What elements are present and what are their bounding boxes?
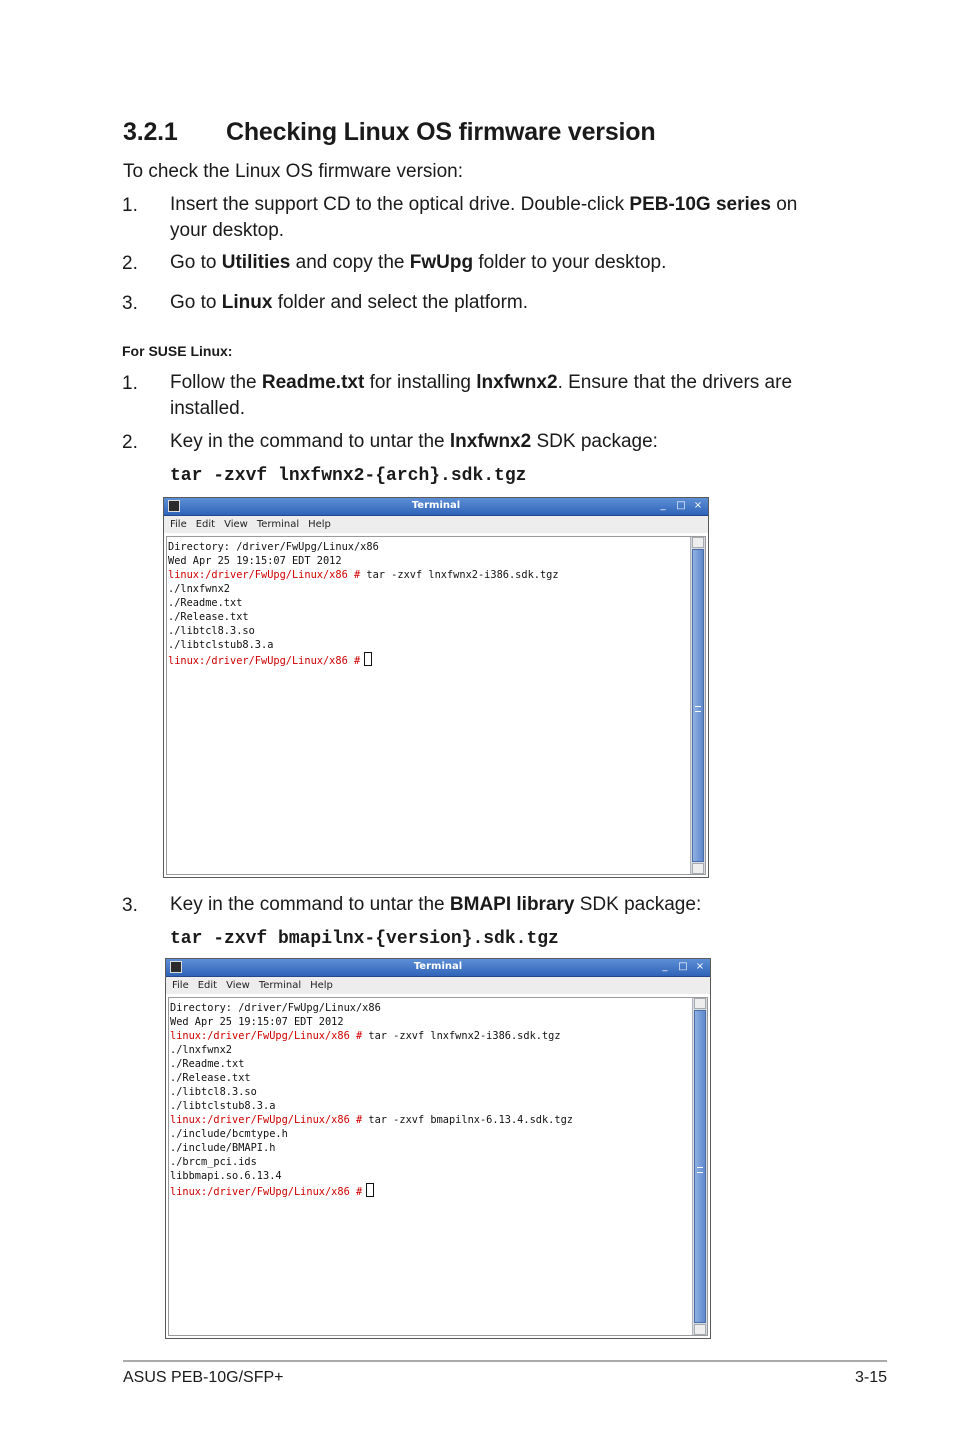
text-cursor <box>364 652 372 666</box>
intro-text: To check the Linux OS firmware version: <box>123 161 464 182</box>
scrollbar[interactable] <box>690 537 705 874</box>
grip-icon <box>697 1167 703 1173</box>
scroll-down-arrow-icon[interactable] <box>694 1324 706 1335</box>
scroll-down-arrow-icon[interactable] <box>692 863 704 874</box>
command-line: tar -zxvf lnxfwnx2-{arch}.sdk.tgz <box>170 466 527 486</box>
step-text: Insert the support CD to the optical drive. Double-click PEB-10G series on your desktop. <box>170 194 798 241</box>
terminal-body[interactable] <box>166 536 706 875</box>
step-number: 2. <box>122 253 138 274</box>
menu-file[interactable]: File <box>170 519 187 530</box>
title-bar <box>164 498 708 516</box>
menu-edit[interactable]: Edit <box>195 519 216 530</box>
shell-prompt: linux:/driver/FwUpg/Linux/x86 # <box>168 655 361 667</box>
section-title: Checking Linux OS firmware version <box>226 118 656 146</box>
menu-terminal[interactable]: Terminal <box>256 519 300 530</box>
step-text: Follow the Readme.txt for installing lnxfwnx2. Ensure that the drivers are installed. <box>170 372 793 419</box>
terminal-output: Directory: /driver/FwUpg/Linux/x86 Wed Apr 25 19:15:07 EDT 2012 linux:/driver/FwUpg/Linux/x86 # tar -zxvf lnxfwnx2-i386.sdk.tgz ./lnxfwnx2 ./Readme.txt ./Release.txt ./libtcl8.3.so ./libtclstub8.3.a linux:/driver/FwUpg/Linux/x86 # <box>168 541 559 667</box>
step-text: Go to Linux folder and select the platform. <box>170 292 529 313</box>
menu-edit[interactable]: Edit <box>197 980 218 991</box>
terminal-window <box>165 958 711 1339</box>
window-title: Terminal <box>413 961 463 972</box>
minimize-button[interactable]: _ <box>660 500 666 511</box>
shell-prompt: linux:/driver/FwUpg/Linux/x86 # <box>170 1186 363 1198</box>
menu-help[interactable]: Help <box>310 980 333 991</box>
text-cursor <box>366 1183 374 1197</box>
scrollbar-thumb[interactable] <box>694 1010 706 1323</box>
step-text: Key in the command to untar the lnxfwnx2 SDK package: <box>170 431 658 452</box>
footer-rule <box>123 1360 887 1362</box>
menu-bar <box>166 977 710 994</box>
grip-icon <box>695 706 701 712</box>
step-text: Key in the command to untar the BMAPI library SDK package: <box>170 894 702 915</box>
scroll-up-arrow-icon[interactable] <box>694 998 706 1009</box>
page-number: 3-15 <box>854 1369 887 1386</box>
terminal-body[interactable] <box>168 997 708 1336</box>
step-number: 1. <box>122 195 138 216</box>
maximize-button[interactable]: □ <box>678 961 688 972</box>
step-number: 3. <box>122 293 138 314</box>
scrollbar-thumb[interactable] <box>692 549 704 862</box>
step-number: 1. <box>122 373 138 394</box>
menu-view[interactable]: View <box>226 980 250 991</box>
menu-help[interactable]: Help <box>308 519 331 530</box>
footer-product: ASUS PEB-10G/SFP+ <box>123 1369 284 1386</box>
maximize-button[interactable]: □ <box>676 500 686 511</box>
step-number: 2. <box>122 432 138 453</box>
menu-terminal[interactable]: Terminal <box>258 980 302 991</box>
shell-prompt: linux:/driver/FwUpg/Linux/x86 # <box>168 569 361 581</box>
scroll-up-arrow-icon[interactable] <box>692 537 704 548</box>
shell-prompt: linux:/driver/FwUpg/Linux/x86 # <box>170 1030 363 1042</box>
shell-prompt: linux:/driver/FwUpg/Linux/x86 # <box>170 1114 363 1126</box>
minimize-button[interactable]: _ <box>662 961 668 972</box>
menu-view[interactable]: View <box>224 519 248 530</box>
title-bar <box>166 959 710 977</box>
terminal-output: Directory: /driver/FwUpg/Linux/x86 Wed Apr 25 19:15:07 EDT 2012 linux:/driver/FwUpg/Linux/x86 # tar -zxvf lnxfwnx2-i386.sdk.tgz ./lnxfwnx2 ./Readme.txt ./Release.txt ./libtcl8.3.so ./libtclstub8.3.a linux:/driver/FwUpg/Linux/x86 # tar -zxvf bmapilnx-6.13.4.sdk.tgz ./include/bcmtype.h ./include/BMAPI.h ./brcm_pci.ids libbmapi.so.6.13.4 linux:/driver/FwUpg/Linux/x86 # <box>170 1002 573 1198</box>
window-title: Terminal <box>411 500 461 511</box>
menu-bar <box>164 516 708 533</box>
suse-subheading: For SUSE Linux: <box>122 343 233 359</box>
step-text: Go to Utilities and copy the FwUpg folder to your desktop. <box>170 252 667 273</box>
scrollbar[interactable] <box>692 998 707 1335</box>
step-number: 3. <box>122 895 138 916</box>
command-line: tar -zxvf bmapilnx-{version}.sdk.tgz <box>170 929 559 949</box>
section-number: 3.2.1 <box>123 118 178 146</box>
terminal-window <box>163 497 709 878</box>
close-button[interactable]: × <box>693 500 703 511</box>
menu-file[interactable]: File <box>172 980 189 991</box>
close-button[interactable]: × <box>695 961 705 972</box>
